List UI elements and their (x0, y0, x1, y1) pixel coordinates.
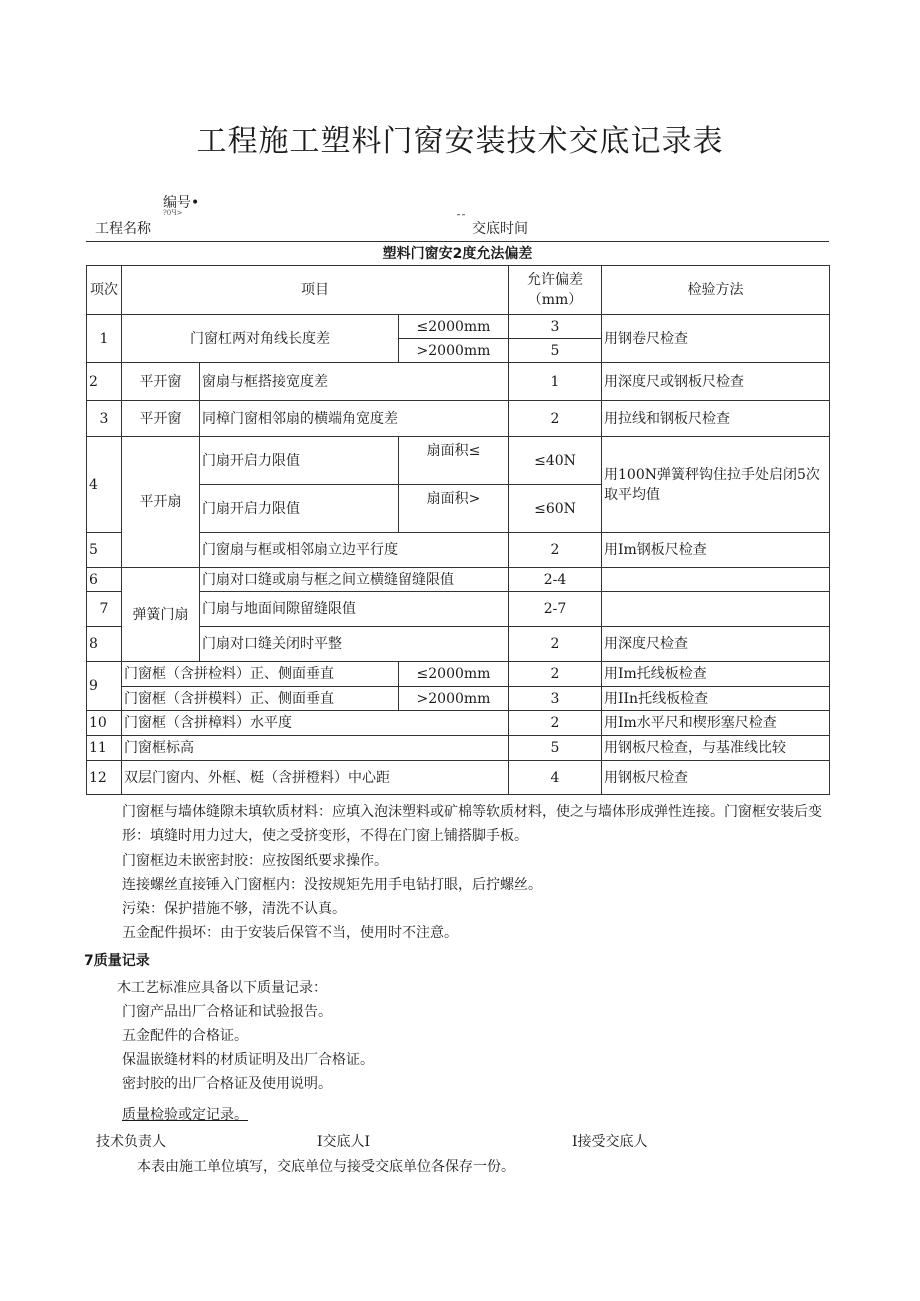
row-condition: >2000mm (399, 687, 509, 711)
note-paragraph: 连接螺丝直接锤入门窗框内：没按规矩先用手电钻打眼，后拧螺丝。 (122, 877, 542, 893)
row-tolerance: 2 (509, 401, 602, 437)
row-tolerance: 2 (509, 662, 602, 687)
row-tolerance: 3 (509, 687, 602, 711)
row-tolerance: 3 (509, 315, 602, 339)
row-tolerance: 1 (509, 363, 602, 401)
row-method (602, 568, 830, 592)
row-item: 门扇开启力限值 (200, 485, 399, 533)
row-seq: 10 (87, 711, 122, 736)
table-row (87, 662, 830, 687)
row-condition: 扇面积> (399, 485, 509, 533)
table-header-row (87, 266, 830, 315)
quality-item: 质量检验或定记录。 (122, 1107, 248, 1123)
quality-item: 门窗产品出厂合格证和试验报告。 (122, 1004, 332, 1020)
quality-item: 密封胶的出厂合格证及使用说明。 (122, 1076, 332, 1092)
note-paragraph: 门窗框边未嵌密封胶：应按图纸要求操作。 (122, 853, 388, 869)
table-row (87, 437, 830, 485)
header-method: 检验方法 (602, 266, 830, 315)
row-item: 门扇对口缝关闭时平整 (200, 627, 509, 662)
row-item: 门扇与地面间隙留缝限值 (200, 592, 509, 627)
row-method: 用Im水平尺和楔形塞尺检查 (602, 711, 830, 736)
row-tolerance: ≤60N (509, 485, 602, 533)
table-row (87, 736, 830, 761)
discloser-label: I交底人I (317, 1134, 371, 1150)
header-seq: 项次 (87, 266, 122, 315)
row-tolerance: 2-4 (509, 568, 602, 592)
row-method: 用深度尺检查 (602, 627, 830, 662)
row-tolerance: 5 (509, 736, 602, 761)
quality-record-heading: 7质量记录 (84, 953, 150, 969)
row-method: 用钢卷尺检查 (602, 315, 830, 363)
quality-item: 五金配件的合格证。 (122, 1028, 248, 1044)
table-row (87, 687, 830, 711)
note-paragraph: 五金配件损坏：由于安装后保管不当，使用时不注意。 (122, 925, 458, 941)
row-type: 平开窗 (122, 401, 200, 437)
header-item: 项目 (122, 266, 509, 315)
row-seq: 3 (87, 401, 122, 437)
row-tolerance: 2-7 (509, 592, 602, 627)
time-prefix-mark: ¯¯ (456, 214, 466, 225)
row-item: 门窗扇与框或相邻扇立边平行度 (200, 533, 509, 568)
row-seq: 7 (87, 592, 122, 627)
number-sub-text: ?0Ч> (163, 209, 183, 217)
row-seq: 8 (87, 627, 122, 662)
note-paragraph: 门窗框与墙体缝隙未填软质材料：应填入泡沫塑料或矿棉等软质材料，使之与墙体形成弹性连接。门窗框安装后变形：填缝时用力过大，使之受挤变形，不得在门窗上铺搭脚手板。 (122, 804, 822, 844)
row-item: 门扇开启力限值 (200, 437, 399, 485)
table-row (87, 761, 830, 795)
row-condition: 扇面积≤ (399, 437, 509, 485)
tolerance-table (86, 265, 830, 795)
row-type: 弹簧门扇 (122, 568, 200, 662)
quality-intro: 木工艺标准应具备以下质量记录： (117, 980, 327, 996)
row-tolerance: 5 (509, 339, 602, 363)
row-method (602, 592, 830, 627)
row-seq: 2 (87, 363, 122, 401)
row-method: 用拉线和钢板尺检查 (602, 401, 830, 437)
row-method: 用钢板尺检查 (602, 761, 830, 795)
row-item: 门窗框（含拼樟料）水平度 (122, 711, 509, 736)
row-item: 同樟门窗相邻扇的横端角宽度差 (200, 401, 509, 437)
row-item: 门窗杠两对角线长度差 (122, 315, 399, 363)
receiver-label: I接受交底人 (572, 1134, 648, 1150)
row-tolerance: 4 (509, 761, 602, 795)
row-seq: 5 (87, 533, 122, 568)
row-method: 用Im钢板尺检查 (602, 533, 830, 568)
footer-note: 本表由施工单位填写，交底单位与接受交底单位各保存一份。 (137, 1159, 515, 1175)
disclosure-time-label: 交底时间 (472, 221, 528, 237)
table-row (87, 315, 830, 339)
row-seq: 11 (87, 736, 122, 761)
note-paragraph: 污染：保护措施不够，清洗不认真。 (122, 901, 346, 917)
row-condition: ≤2000mm (399, 662, 509, 687)
row-seq: 12 (87, 761, 122, 795)
row-method: 用深度尺或钢板尺检查 (602, 363, 830, 401)
row-method: 用Im托线板检查 (602, 662, 830, 687)
table-row (87, 711, 830, 736)
row-seq: 4 (87, 437, 122, 533)
row-condition: ≤2000mm (399, 315, 509, 339)
table-subtitle: 塑料门窗安2度允法偏差 (382, 246, 533, 262)
project-name-label: 工程名称 (95, 221, 151, 237)
row-type: 平开窗 (122, 363, 200, 401)
row-item: 双层门窗内、外框、梃（含拼橙料）中心距 (122, 761, 509, 795)
table-row (87, 401, 830, 437)
tech-lead-label: 技术负责人 (96, 1134, 166, 1150)
row-tolerance: 2 (509, 627, 602, 662)
row-seq: 9 (87, 662, 122, 711)
header-tolerance: 允许偏差（mm） (509, 266, 602, 315)
row-type: 平开扇 (122, 437, 200, 568)
table-row (87, 568, 830, 592)
row-tolerance: 2 (509, 533, 602, 568)
row-tolerance: 2 (509, 711, 602, 736)
row-item: 门窗框（含拼模料）正、侧面垂直 (122, 687, 399, 711)
table-row (87, 363, 830, 401)
row-seq: 6 (87, 568, 122, 592)
row-tolerance: ≤40N (509, 437, 602, 485)
row-seq: 1 (87, 315, 122, 363)
row-method: 用钢板尺检查，与基准线比较 (602, 736, 830, 761)
row-condition: >2000mm (399, 339, 509, 363)
header-divider (86, 241, 829, 242)
number-label: 编号• (163, 195, 200, 211)
row-item: 门窗框（含拼检料）正、侧面垂直 (122, 662, 399, 687)
quality-item: 保温嵌缝材料的材质证明及出厂合格证。 (122, 1052, 374, 1068)
row-item: 门窗框标高 (122, 736, 509, 761)
row-item: 门扇对口缝或扇与框之间立横缝留缝限值 (200, 568, 509, 592)
row-item: 窗扇与框搭接宽度差 (200, 363, 509, 401)
row-method: 用100N弹簧秤钩住拉手处启闭5次取平均值 (602, 437, 830, 533)
row-method: 用IIn托线板检查 (602, 687, 830, 711)
document-title: 工程施工塑料门窗安装技术交底记录表 (196, 124, 724, 159)
